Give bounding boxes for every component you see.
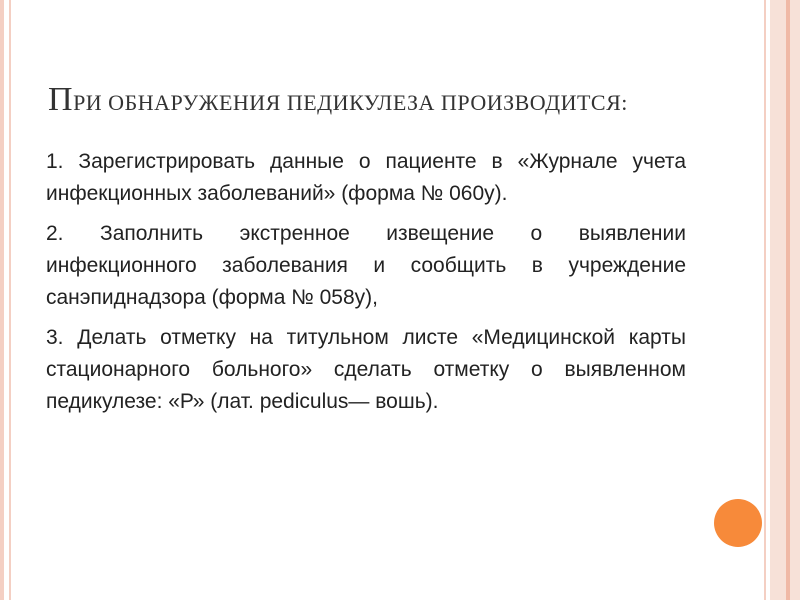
list-item-3: 3. Делать отметку на титульном листе «Медицинской карты стационарного больного» сделать отметку о выявленном педикулезе: «Р» (лат. pediculus— вошь). [46,326,686,413]
list-item-2: 2. Заполнить экстренное извещение о выявлении инфекционного заболевания и сообщить в учреждение санэпиднадзора (форма № 058у), [46,222,686,309]
left-border-line [0,0,4,600]
right-border-band [770,0,800,600]
list-item-1: 1. Зарегистрировать данные о пациенте в «Журнале учета инфекционных заболеваний» (форма № 060у). [46,150,686,205]
right-border-thin-line [764,0,766,600]
right-border-stripe [786,0,790,600]
slide-title-rest: РИ ОБНАРУЖЕНИЯ ПЕДИКУЛЕЗА ПРОИЗВОДИТСЯ: [73,90,628,115]
orange-circle-icon [714,499,762,547]
slide-body [46,146,686,426]
slide-title [48,80,748,121]
slide-title-initial: П [48,81,74,118]
left-border-inner-line [9,0,11,600]
